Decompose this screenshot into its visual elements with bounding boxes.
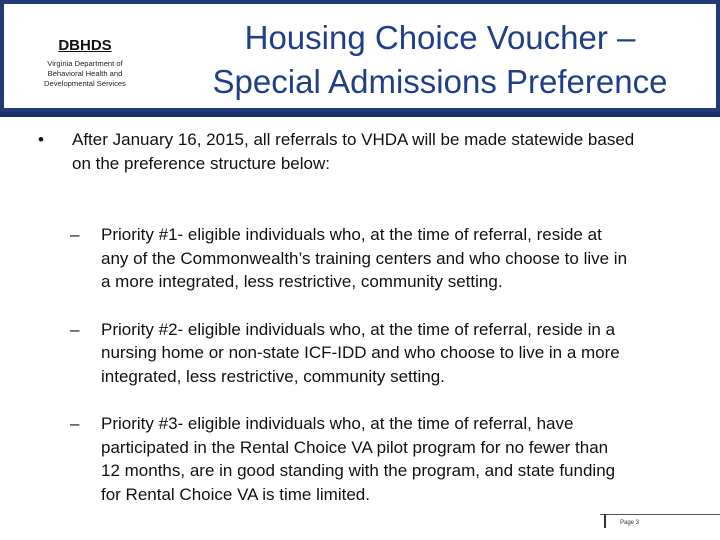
text-line: integrated, less restrictive, community setting.	[101, 366, 445, 386]
text-line: any of the Commonwealth’s training centers and who choose to live in	[101, 248, 628, 268]
footer-rule	[600, 514, 720, 515]
page-title	[176, 16, 704, 104]
title-line: Housing Choice Voucher –	[244, 19, 636, 56]
text-line: on the preference structure below:	[72, 153, 330, 173]
bullet-text	[72, 128, 690, 175]
text-line: After January 16, 2015, all referrals to VHDA will be made statewide based	[72, 130, 635, 149]
header-divider	[0, 112, 720, 117]
text-line: Priority #2- eligible individuals who, at the time of referral, reside in a	[101, 319, 616, 339]
text-line: nursing home or non-state ICF-IDD and who choose to live in a more	[101, 343, 620, 362]
title-line: Special Admissions Preference	[212, 63, 668, 100]
dash-icon: –	[70, 414, 80, 433]
dash-icon: –	[70, 225, 80, 244]
text-line: a more integrated, less restrictive, community setting.	[101, 272, 503, 291]
main-bullet	[36, 128, 690, 175]
org-abbreviation: DBHDS	[58, 37, 112, 54]
priority-2-text	[101, 318, 690, 389]
footer-tick	[604, 514, 606, 528]
priority-2-item	[70, 318, 690, 389]
text-line: Priority #1- eligible individuals who, at the time of referral, reside at	[101, 225, 602, 244]
text-line: participated in the Rental Choice VA pilot program for no fewer than	[101, 437, 609, 457]
org-name-line: Developmental Services	[44, 79, 126, 88]
text-line: 12 months, are in good standing with the program, and state funding	[101, 461, 616, 480]
priority-1-text	[101, 223, 690, 294]
text-line: for Rental Choice VA is time limited.	[101, 484, 370, 504]
bullet-icon: •	[38, 130, 44, 149]
priority-1-item	[70, 223, 690, 294]
page-number: Page 3	[620, 520, 640, 526]
org-name-line: Virginia Department of	[47, 59, 123, 68]
org-name-line: Behavioral Health and	[47, 69, 123, 78]
org-full-name	[32, 59, 138, 89]
dash-icon: –	[70, 319, 80, 339]
slide-content	[36, 128, 690, 506]
priority-3-text	[101, 412, 690, 506]
header-frame	[0, 0, 720, 112]
priority-3-item	[70, 412, 690, 506]
text-line: Priority #3- eligible individuals who, at the time of referral, have	[101, 414, 574, 433]
header-panel	[4, 4, 716, 108]
